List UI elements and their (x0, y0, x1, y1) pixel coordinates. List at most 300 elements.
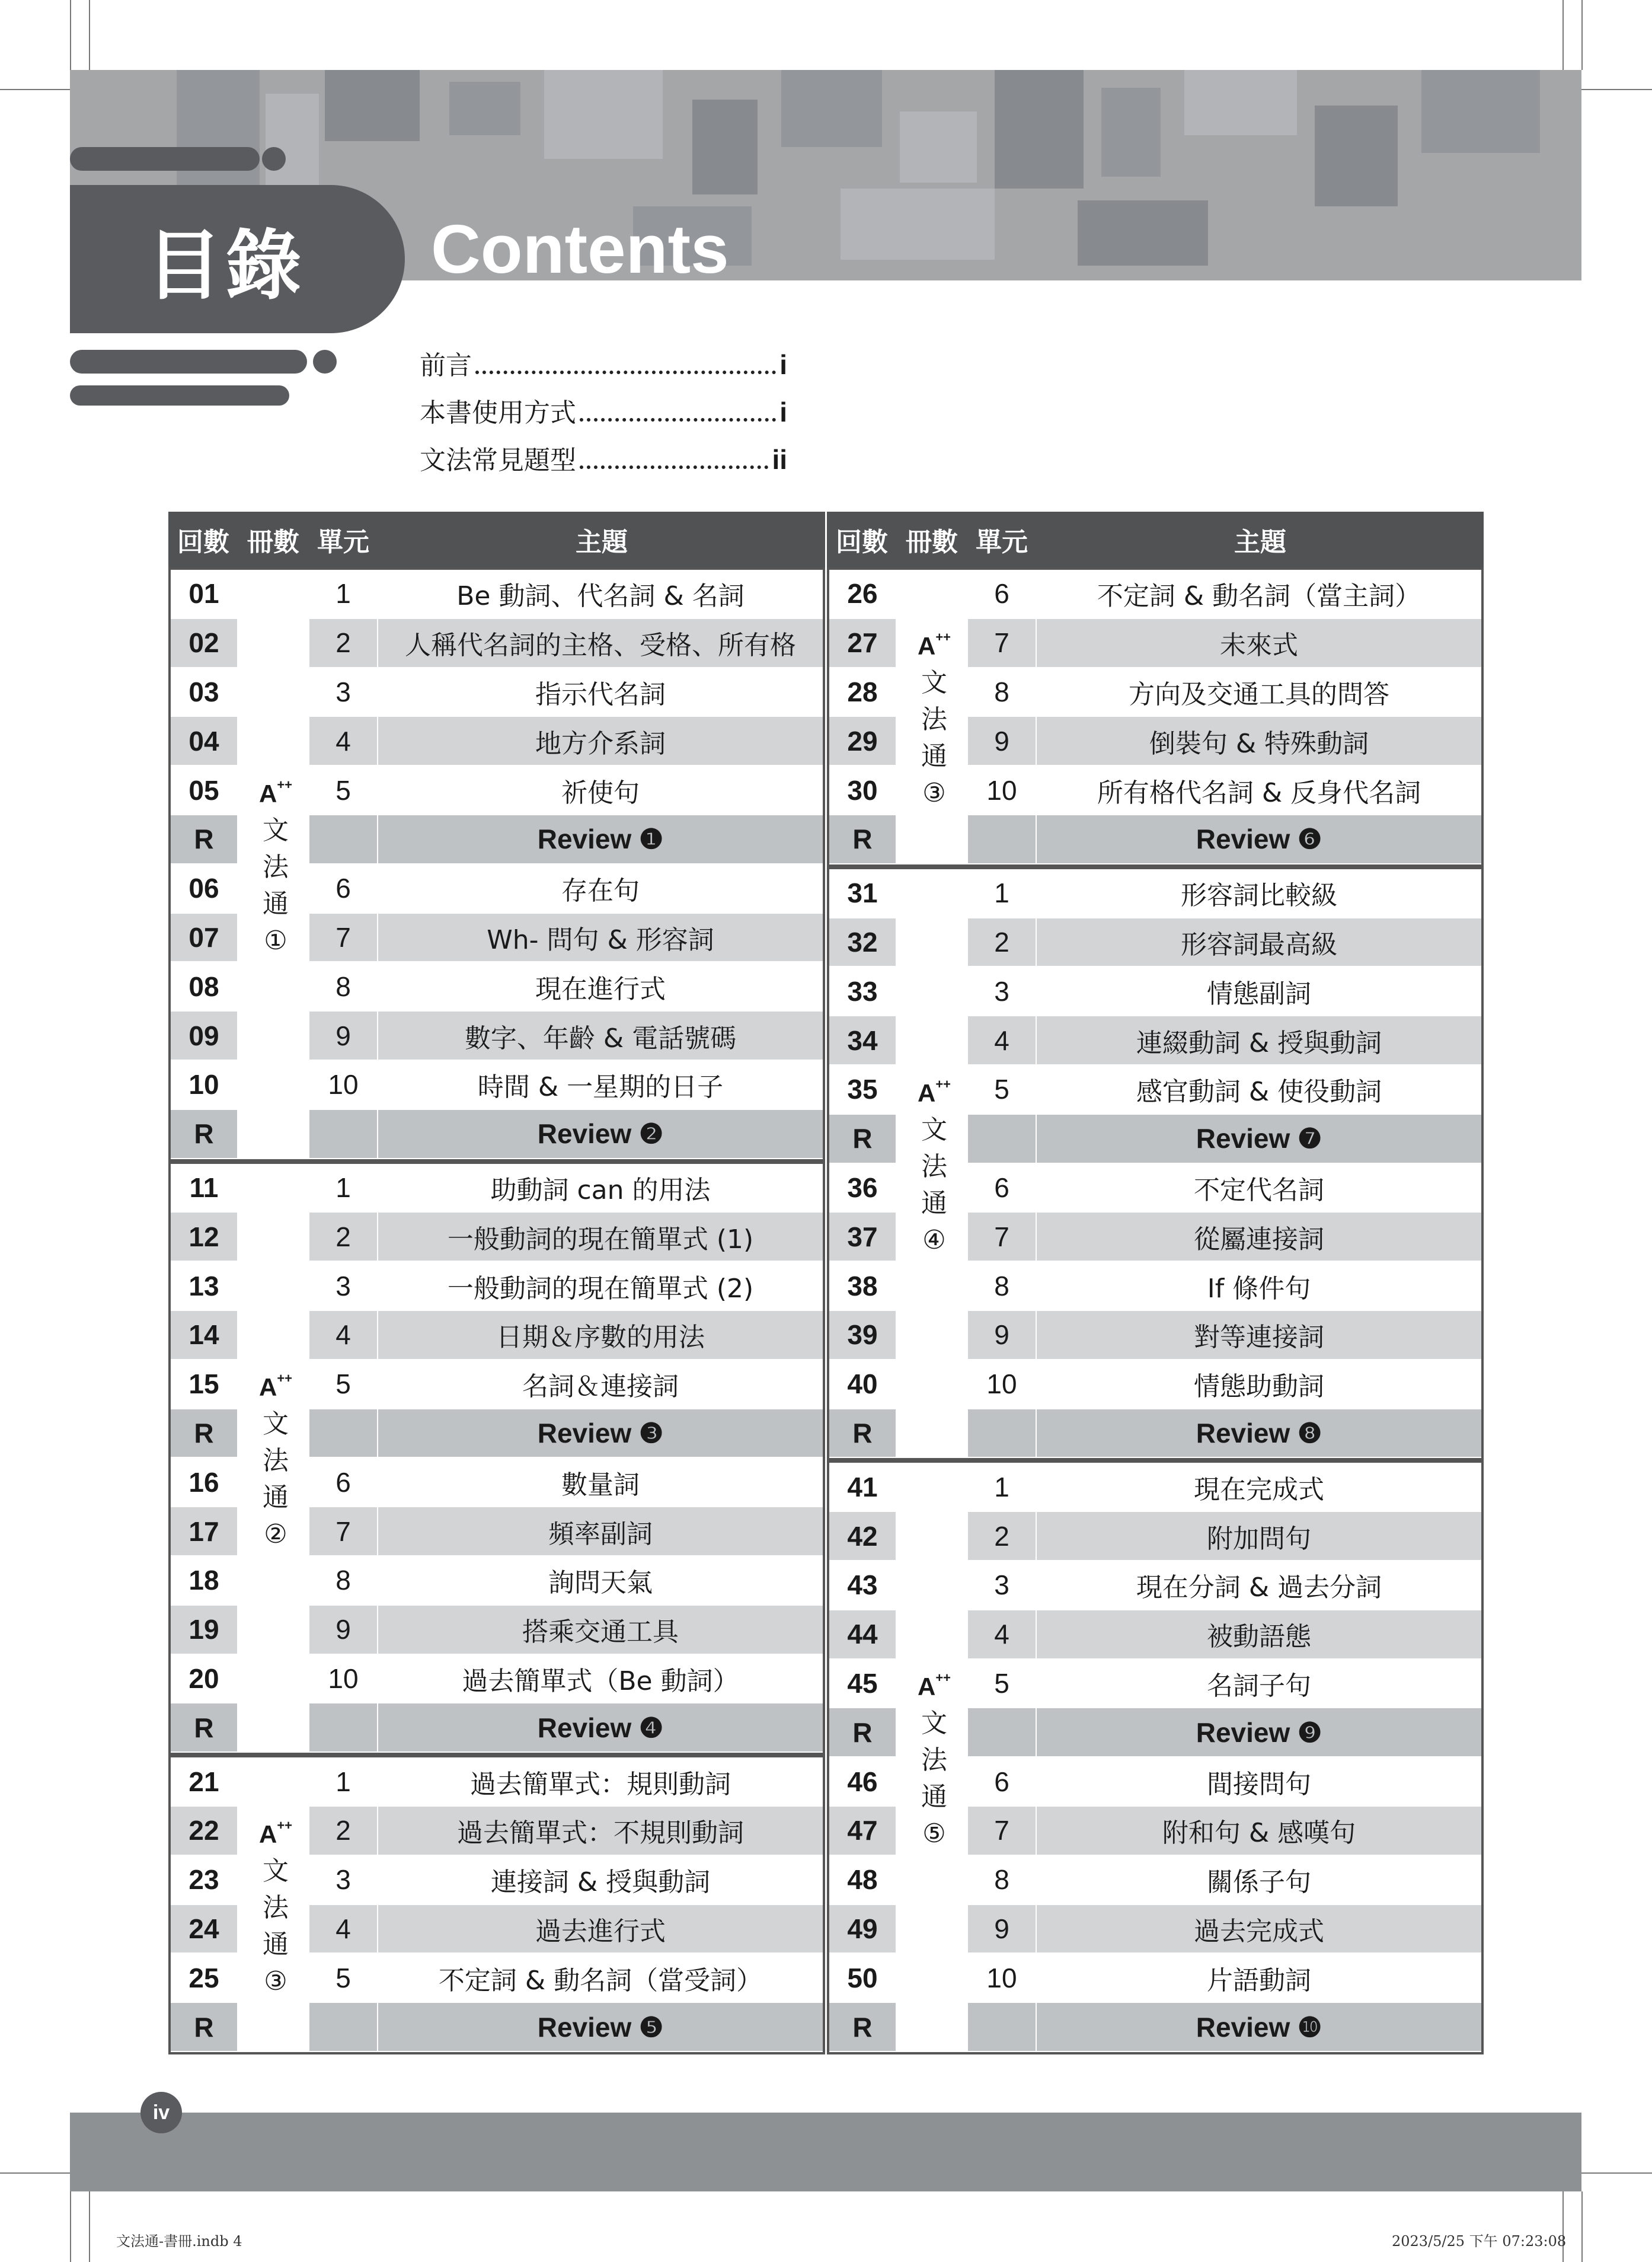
topic-title: If 條件句 (1037, 1262, 1481, 1311)
topic-title: 數量詞 (378, 1458, 823, 1507)
table-row[interactable] (829, 1561, 1481, 1610)
unit-number (967, 1708, 1037, 1757)
topic-title: 詢問天氣 (378, 1556, 823, 1606)
topic-title: 過去簡單式（Be 動詞） (378, 1655, 823, 1704)
unit-number: 7 (308, 1507, 378, 1556)
unit-number: 2 (308, 1807, 378, 1856)
lesson-number: R (829, 2003, 897, 2052)
unit-number: 9 (967, 1905, 1037, 1954)
crop-mark (0, 89, 70, 90)
lesson-number: 08 (171, 962, 238, 1012)
lesson-number: 41 (829, 1463, 897, 1512)
volume-cell (897, 1610, 967, 1660)
crop-mark (1581, 89, 1652, 90)
volume-group (827, 867, 1484, 1461)
column-header: 主題 (1234, 527, 1286, 557)
topic-title: 關係子句 (1037, 1856, 1481, 1905)
lesson-number: 25 (171, 1954, 238, 2003)
crop-mark (89, 2191, 90, 2262)
topic-title: 時間 & 一星期的日子 (378, 1061, 823, 1110)
column-header: 回數 (836, 527, 888, 557)
footer-band (70, 2113, 1581, 2191)
front-matter-page: i (779, 397, 787, 427)
volume-char: 法 (263, 851, 289, 882)
table-row[interactable] (171, 1757, 823, 1807)
volume-label (899, 1066, 969, 1259)
table-row[interactable] (171, 668, 823, 717)
table-row[interactable] (829, 1463, 1481, 1512)
table-row[interactable] (829, 1905, 1481, 1954)
review-row[interactable] (829, 2003, 1481, 2052)
dot-leader (580, 418, 776, 422)
lesson-number: 48 (829, 1856, 897, 1905)
topic-title: 不定代名詞 (1037, 1164, 1481, 1213)
lesson-number: 16 (171, 1458, 238, 1507)
review-row[interactable] (171, 1703, 823, 1753)
topic-title: 形容詞最高級 (1037, 918, 1481, 968)
volume-char: 文 (921, 1708, 947, 1739)
volume-group (168, 1755, 825, 2054)
volume-char: 文 (263, 1855, 289, 1886)
volume-cell (238, 1164, 308, 1213)
lesson-number: 38 (829, 1262, 897, 1311)
volume-char: 通 (263, 888, 289, 919)
lesson-number: R (171, 1409, 238, 1459)
topic-title: 現在進行式 (378, 962, 823, 1012)
crop-mark (70, 2191, 71, 2262)
unit-number: 6 (967, 570, 1037, 619)
table-row[interactable] (829, 570, 1481, 619)
lesson-number: 31 (829, 869, 897, 918)
volume-aplus (259, 1807, 292, 1853)
topic-title: 不定詞 & 動名詞（當受詞） (378, 1954, 823, 2003)
lesson-number: 10 (171, 1061, 238, 1110)
lesson-number: 49 (829, 1905, 897, 1954)
unit-number: 7 (967, 619, 1037, 668)
unit-number: 10 (967, 766, 1037, 815)
table-row[interactable] (171, 717, 823, 766)
lesson-number: 30 (829, 766, 897, 815)
volume-cell (897, 815, 967, 864)
unit-number (967, 2003, 1037, 2052)
unit-number: 9 (967, 1311, 1037, 1360)
volume-cell (238, 1012, 308, 1061)
lesson-number: 13 (171, 1262, 238, 1311)
volume-cell (897, 918, 967, 968)
decor-bar (70, 147, 260, 171)
volume-cell (238, 717, 308, 766)
unit-number: 7 (967, 1807, 1037, 1856)
lesson-number: 18 (171, 1556, 238, 1606)
lesson-number: 04 (171, 717, 238, 766)
volume-cell (238, 1655, 308, 1704)
topic-title: Review ❶ (378, 815, 823, 864)
volume-mark: ② (264, 1519, 287, 1550)
volume-cell (897, 570, 967, 619)
topic-title: 搭乘交通工具 (378, 1606, 823, 1655)
volume-char: 法 (263, 1446, 289, 1476)
unit-number: 9 (967, 717, 1037, 766)
volume-sup: ++ (277, 1371, 293, 1386)
column-header: 冊數 (247, 527, 299, 557)
unit-number: 7 (967, 1213, 1037, 1262)
unit-number: 10 (967, 1954, 1037, 2003)
table-row[interactable] (829, 1262, 1481, 1311)
print-slug-file: 文法通-書冊.indb 4 (116, 2233, 242, 2250)
volume-cell (897, 1561, 967, 1610)
unit-number: 1 (967, 1463, 1037, 1512)
topic-title: 數字、年齡 & 電話號碼 (378, 1012, 823, 1061)
crop-mark (1581, 2172, 1652, 2174)
volume-prefix: A (258, 779, 277, 808)
table-row[interactable] (829, 1512, 1481, 1561)
lesson-number: R (171, 815, 238, 864)
column-header: 冊數 (906, 527, 958, 557)
table-row[interactable] (171, 962, 823, 1012)
lesson-number: 32 (829, 918, 897, 968)
crop-mark (1562, 0, 1564, 70)
volume-mark: ⑤ (922, 1818, 946, 1849)
volume-char: 通 (921, 741, 947, 772)
lesson-number: 11 (171, 1164, 238, 1213)
lesson-number: R (171, 1110, 238, 1159)
volume-sup: ++ (935, 1670, 951, 1686)
topic-title: 一般動詞的現在簡單式 (2) (378, 1262, 823, 1311)
volume-cell (897, 1463, 967, 1512)
table-row[interactable] (171, 1606, 823, 1655)
topic-title: 日期＆序數的用法 (378, 1311, 823, 1360)
unit-number: 8 (308, 962, 378, 1012)
volume-aplus (259, 767, 292, 812)
column-header: 單元 (317, 527, 369, 557)
lesson-number: 44 (829, 1610, 897, 1660)
unit-number: 9 (308, 1012, 378, 1061)
topic-title: 現在完成式 (1037, 1463, 1481, 1512)
volume-cell (238, 962, 308, 1012)
lesson-number: R (171, 1703, 238, 1753)
volume-mark: ① (264, 925, 287, 956)
table-row[interactable] (171, 1311, 823, 1360)
topic-title: 附和句 & 感嘆句 (1037, 1807, 1481, 1856)
volume-char: 文 (921, 1114, 947, 1145)
table-row[interactable] (829, 918, 1481, 968)
table-header (827, 512, 1484, 567)
lesson-number: 33 (829, 967, 897, 1016)
unit-number (308, 1409, 378, 1459)
volume-cell (238, 2003, 308, 2052)
table-row[interactable] (171, 1164, 823, 1213)
volume-aplus (918, 619, 951, 665)
toc-column-right (827, 512, 1484, 2054)
topic-title: Review ❻ (1037, 815, 1481, 864)
volume-cell (238, 619, 308, 668)
volume-prefix: A (258, 1373, 277, 1402)
volume-aplus (918, 1066, 951, 1112)
review-row[interactable] (171, 2003, 823, 2052)
volume-mark: ③ (264, 1966, 287, 1996)
topic-title: 祈使句 (378, 766, 823, 815)
lesson-number: R (171, 2003, 238, 2052)
lesson-number: R (829, 815, 897, 864)
topic-title: 片語動詞 (1037, 1954, 1481, 2003)
decor-bar (70, 385, 289, 406)
lesson-number: 21 (171, 1757, 238, 1807)
unit-number (967, 1409, 1037, 1459)
table-row[interactable] (829, 1311, 1481, 1360)
table-row[interactable] (829, 869, 1481, 918)
page-number-badge: iv (140, 2092, 182, 2133)
lesson-number: 47 (829, 1807, 897, 1856)
topic-title: Review ❽ (1037, 1409, 1481, 1459)
topic-title: 間接問句 (1037, 1757, 1481, 1807)
volume-cell (897, 967, 967, 1016)
topic-title: 頻率副詞 (378, 1507, 823, 1556)
volume-label (899, 619, 969, 812)
lesson-number: 39 (829, 1311, 897, 1360)
table-row[interactable] (171, 1213, 823, 1262)
topic-title: Review ❾ (1037, 1708, 1481, 1757)
lesson-number: R (829, 1708, 897, 1757)
lesson-number: 05 (171, 766, 238, 815)
volume-aplus (259, 1360, 292, 1406)
review-row[interactable] (171, 1110, 823, 1159)
volume-prefix: A (917, 632, 936, 661)
volume-char: 法 (263, 1892, 289, 1923)
table-row[interactable] (829, 1954, 1481, 2003)
volume-label (899, 1660, 969, 1852)
column-header: 回數 (177, 527, 229, 557)
lesson-number: 22 (171, 1807, 238, 1856)
volume-char: 文 (921, 668, 947, 698)
crop-mark (1562, 2191, 1564, 2262)
table-row[interactable] (829, 967, 1481, 1016)
unit-number: 2 (308, 619, 378, 668)
table-row[interactable] (171, 1061, 823, 1110)
decor-dot (313, 350, 337, 374)
unit-number: 4 (308, 1311, 378, 1360)
topic-title: 過去簡單式：規則動詞 (378, 1757, 823, 1807)
unit-number: 10 (308, 1061, 378, 1110)
unit-number: 2 (967, 1512, 1037, 1561)
volume-mark: ③ (922, 778, 946, 809)
table-row[interactable] (829, 1856, 1481, 1905)
topic-title: 倒裝句 & 特殊動詞 (1037, 717, 1481, 766)
column-header: 單元 (976, 527, 1028, 557)
crop-mark (1581, 0, 1583, 70)
volume-group (168, 567, 825, 1162)
lesson-number: 45 (829, 1660, 897, 1709)
review-row[interactable] (829, 1409, 1481, 1459)
toc-column-left (168, 512, 825, 2054)
topic-title: 感官動詞 & 使役動詞 (1037, 1065, 1481, 1115)
table-row[interactable] (171, 1262, 823, 1311)
unit-number (308, 1703, 378, 1753)
volume-label (241, 1360, 311, 1553)
volume-cell (897, 1311, 967, 1360)
title-tab (70, 185, 405, 333)
unit-number: 1 (308, 570, 378, 619)
table-row[interactable] (171, 1655, 823, 1704)
lesson-number: 34 (829, 1016, 897, 1065)
lesson-number: 03 (171, 668, 238, 717)
lesson-number: 40 (829, 1360, 897, 1409)
volume-cell (897, 1262, 967, 1311)
unit-number: 4 (308, 1905, 378, 1954)
topic-title: 所有格代名詞 & 反身代名詞 (1037, 766, 1481, 815)
dot-leader (580, 465, 768, 469)
volume-cell (897, 1016, 967, 1065)
volume-group (827, 1460, 1484, 2054)
lesson-number: 50 (829, 1954, 897, 2003)
crop-mark (89, 0, 90, 70)
unit-number: 8 (967, 1856, 1037, 1905)
unit-number (967, 1115, 1037, 1164)
table-row[interactable] (171, 619, 823, 668)
unit-number (308, 2003, 378, 2052)
unit-number: 1 (308, 1164, 378, 1213)
decor-dot (262, 147, 286, 171)
unit-number (967, 815, 1037, 864)
table-row[interactable] (829, 1360, 1481, 1409)
volume-cell (238, 1213, 308, 1262)
volume-cell (897, 1409, 967, 1459)
volume-sup: ++ (935, 630, 951, 645)
volume-cell (897, 1360, 967, 1409)
table-row[interactable] (171, 570, 823, 619)
unit-number: 5 (308, 1360, 378, 1409)
volume-sup: ++ (277, 777, 293, 792)
volume-cell (238, 1703, 308, 1753)
lesson-number: 17 (171, 1507, 238, 1556)
volume-label (241, 767, 311, 959)
volume-char: 通 (921, 1188, 947, 1218)
review-row[interactable] (829, 815, 1481, 864)
lesson-number: 42 (829, 1512, 897, 1561)
lesson-number: 06 (171, 864, 238, 914)
volume-group (168, 1162, 825, 1756)
volume-cell (897, 1954, 967, 2003)
front-matter-list (420, 344, 787, 486)
lesson-number: 15 (171, 1360, 238, 1409)
topic-title: 不定詞 & 動名詞（當主詞） (1037, 570, 1481, 619)
lesson-number: R (829, 1409, 897, 1459)
unit-number: 2 (308, 1213, 378, 1262)
crop-mark (1581, 2191, 1583, 2262)
unit-number (308, 1110, 378, 1159)
front-matter-item[interactable] (420, 344, 787, 391)
front-matter-label: 文法常見題型 (420, 445, 576, 476)
volume-cell (238, 1110, 308, 1159)
topic-title: 被動語態 (1037, 1610, 1481, 1660)
volume-cell (238, 1757, 308, 1807)
unit-number: 7 (308, 914, 378, 963)
volume-cell (238, 1311, 308, 1360)
front-matter-label: 前言 (420, 350, 472, 381)
table-header (168, 512, 825, 567)
volume-char: 法 (921, 1151, 947, 1182)
unit-number: 5 (308, 766, 378, 815)
volume-cell (238, 1262, 308, 1311)
volume-char: 通 (921, 1782, 947, 1813)
lesson-number: 35 (829, 1065, 897, 1115)
table-row[interactable] (829, 1016, 1481, 1065)
volume-prefix: A (917, 1673, 936, 1701)
lesson-number: 27 (829, 619, 897, 668)
front-matter-item[interactable] (420, 391, 787, 439)
volume-sup: ++ (277, 1817, 293, 1833)
topic-title: 存在句 (378, 864, 823, 914)
unit-number: 4 (308, 717, 378, 766)
unit-number: 8 (967, 668, 1037, 717)
front-matter-label: 本書使用方式 (420, 398, 576, 428)
volume-cell (897, 1512, 967, 1561)
table-row[interactable] (171, 1556, 823, 1606)
topic-title: 指示代名詞 (378, 668, 823, 717)
topic-title: Wh- 問句 & 形容詞 (378, 914, 823, 963)
topic-title: 名詞子句 (1037, 1660, 1481, 1709)
volume-cell (238, 570, 308, 619)
lesson-number: 24 (171, 1905, 238, 1954)
volume-cell (238, 1606, 308, 1655)
topic-title: 方向及交通工具的問答 (1037, 668, 1481, 717)
unit-number: 5 (308, 1954, 378, 2003)
topic-title: Review ❸ (378, 1409, 823, 1459)
table-row[interactable] (829, 1610, 1481, 1660)
unit-number: 9 (308, 1606, 378, 1655)
unit-number: 8 (967, 1262, 1037, 1311)
toc-table (168, 512, 1488, 2043)
volume-mark: ④ (922, 1224, 946, 1255)
topic-title: 連綴動詞 & 授與動詞 (1037, 1016, 1481, 1065)
volume-char: 通 (263, 1482, 289, 1513)
front-matter-item[interactable] (420, 439, 787, 486)
lesson-number: 20 (171, 1655, 238, 1704)
lesson-number: R (829, 1115, 897, 1164)
unit-number: 3 (308, 668, 378, 717)
unit-number (308, 815, 378, 864)
topic-title: 情態副詞 (1037, 967, 1481, 1016)
topic-title: 對等連接詞 (1037, 1311, 1481, 1360)
volume-prefix: A (917, 1079, 936, 1107)
topic-title: 一般動詞的現在簡單式 (1) (378, 1213, 823, 1262)
lesson-number: 01 (171, 570, 238, 619)
unit-number: 3 (967, 967, 1037, 1016)
lesson-number: 43 (829, 1561, 897, 1610)
topic-title: 名詞＆連接詞 (378, 1360, 823, 1409)
unit-number: 4 (967, 1610, 1037, 1660)
lesson-number: 09 (171, 1012, 238, 1061)
unit-number: 4 (967, 1016, 1037, 1065)
topic-title: Review ❿ (1037, 2003, 1481, 2052)
topic-title: Review ❹ (378, 1703, 823, 1753)
unit-number: 5 (967, 1660, 1037, 1709)
volume-sup: ++ (935, 1076, 951, 1092)
table-row[interactable] (171, 1012, 823, 1061)
unit-number: 6 (308, 864, 378, 914)
volume-char: 文 (263, 815, 289, 846)
topic-title: 過去簡單式：不規則動詞 (378, 1807, 823, 1856)
crop-mark (70, 0, 71, 70)
volume-cell (897, 869, 967, 918)
unit-number: 10 (308, 1655, 378, 1704)
front-matter-page: i (779, 349, 787, 380)
volume-prefix: A (258, 1820, 277, 1848)
topic-title: 情態助動詞 (1037, 1360, 1481, 1409)
unit-number: 1 (967, 869, 1037, 918)
volume-char: 通 (263, 1929, 289, 1960)
topic-title: Review ❷ (378, 1110, 823, 1159)
topic-title: 人稱代名詞的主格、受格、所有格 (378, 619, 823, 668)
